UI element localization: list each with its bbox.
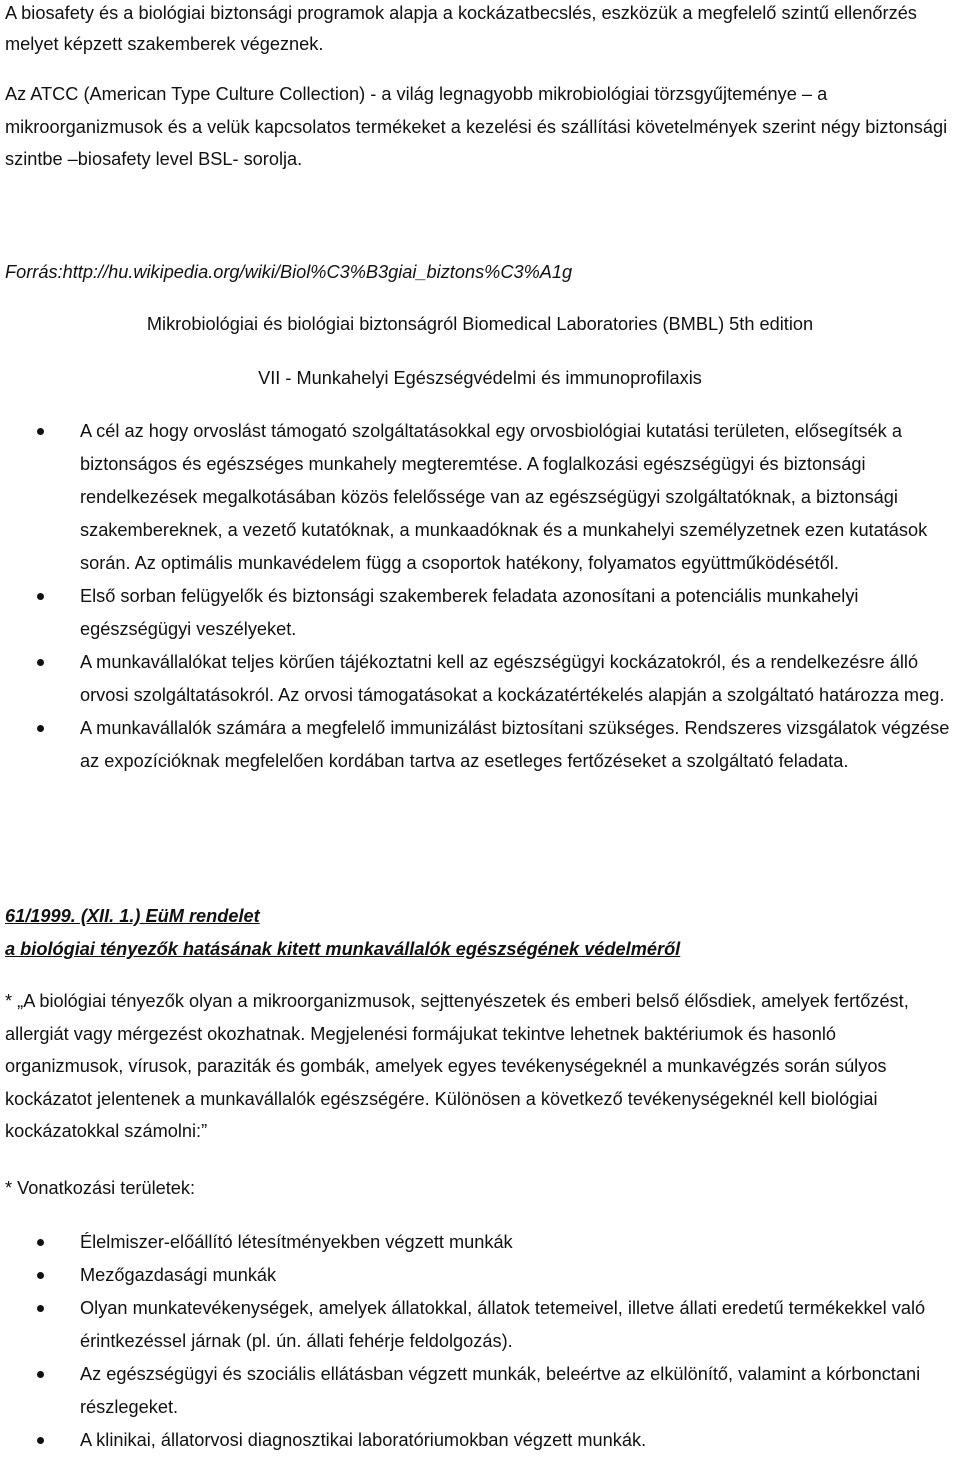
bullet-icon (37, 725, 44, 732)
bmbl-title: Mikrobiológiai és biológiai biztonságról Biomedical Laboratories (BMBL) 5th edition (146, 314, 814, 334)
list-item: Élelmiszer-előállító létesítményekben végzett munkák (5, 1226, 955, 1259)
bullet-icon (37, 1272, 44, 1279)
regulation-number: 61/1999. (XII. 1.) EüM rendelet (5, 906, 260, 926)
list-item: Mezőgazdasági munkák (5, 1259, 955, 1292)
regulation-quote: * „A biológiai tényezők olyan a mikroorganizmusok, sejttenyészetek és emberi belső élősdiek, amelyek fertőzést, allergiát vagy mérgezést okozhatnak. Megjelenési formájukat tekintve lehetnek baktériumok és hasonló organizmusok, vírusok, paraziták és gombák, amelyek egyes tevékenységeknél a munkavégzés során súlyos kockázatot jelentenek a munkavállalók egészségére. Különösen a következő tevékenységeknél kell biológiai kockázatokkal számolni:” (5, 991, 909, 1141)
list-item: Olyan munkatevékenységek, amelyek állatokkal, állatok tetemeivel, illetve állati eredetű termékekkel való érintkezéssel járnak (pl. ún. állati fehérje feldolgozás). (5, 1292, 955, 1358)
list-item: A munkavállalók számára a megfelelő immunizálást biztosítani szükséges. Rendszeres vizsgálatok végzése az expozícióknak megfelelően kordában tartva az esetleges fertőzéseket a szolgáltató feladata. (5, 712, 955, 778)
intro-paragraph-2: Az ATCC (American Type Culture Collection) - a világ legnagyobb mikrobiológiai törzsgyűjteménye – a mikroorganizmusok és a velük kapcsolatos termékeket a kezelési és szállítási követelmények szerint négy biztonsági szintbe –biosafety level BSL- sorolja. (5, 84, 948, 169)
regulation-title: a biológiai tényezők hatásának kitett munkavállalók egészségének védelméről (5, 939, 681, 959)
bmbl-bullet-list (5, 415, 955, 778)
list-item: Első sorban felügyelők és biztonsági szakemberek feladata azonosítani a potenciális munkahelyi egészségügyi veszélyeket. (5, 580, 955, 646)
bullet-icon (37, 1305, 44, 1312)
list-item: A munkavállalókat teljes körűen tájékoztatni kell az egészségügyi kockázatokról, és a rendelkezésre álló orvosi szolgáltatásokról. Az orvosi támogatásokat a kockázatértékelés alapján a szolgáltató határozza meg. (5, 646, 955, 712)
intro-paragraph-1: A biosafety és a biológiai biztonsági programok alapja a kockázatbecslés, eszközük a megfelelő szintű ellenőrzés melyet képzett szakemberek végeznek. (5, 3, 917, 54)
list-item: A cél az hogy orvoslást támogató szolgáltatásokkal egy orvosbiológiai kutatási területen, elősegítsék a biztonságos és egészséges munkahely megteremtése. A foglalkozási egészségügyi és biztonsági rendelkezések megalkotásában közös felelőssége van az egészségügyi szolgáltatóknak, a biztonsági szakembereknek, a vezető kutatóknak, a munkaadóknak és a munkahelyi személyzetnek ezen kutatások során. Az optimális munkavédelem függ a csoportok hatékony, folyamatos együttműködésétől. (5, 415, 955, 580)
bullet-icon (37, 1239, 44, 1246)
bmbl-subtitle: VII - Munkahelyi Egészségvédelmi és immunoprofilaxis (258, 368, 702, 388)
list-item: Az egészségügyi és szociális ellátásban végzett munkák, beleértve az elkülönítő, valamint a kórbonctani részlegeket. (5, 1358, 955, 1424)
bullet-icon (37, 428, 44, 435)
bullet-icon (37, 1437, 44, 1444)
areas-bullet-list (5, 1226, 955, 1457)
areas-heading: * Vonatkozási területek: (5, 1178, 196, 1198)
list-item: A klinikai, állatorvosi diagnosztikai laboratóriumokban végzett munkák. (5, 1424, 955, 1457)
bullet-icon (37, 659, 44, 666)
bullet-icon (37, 1371, 44, 1378)
source-line: Forrás:http://hu.wikipedia.org/wiki/Biol%C3%B3giai_biztons%C3%A1g (5, 262, 573, 282)
bullet-icon (37, 593, 44, 600)
